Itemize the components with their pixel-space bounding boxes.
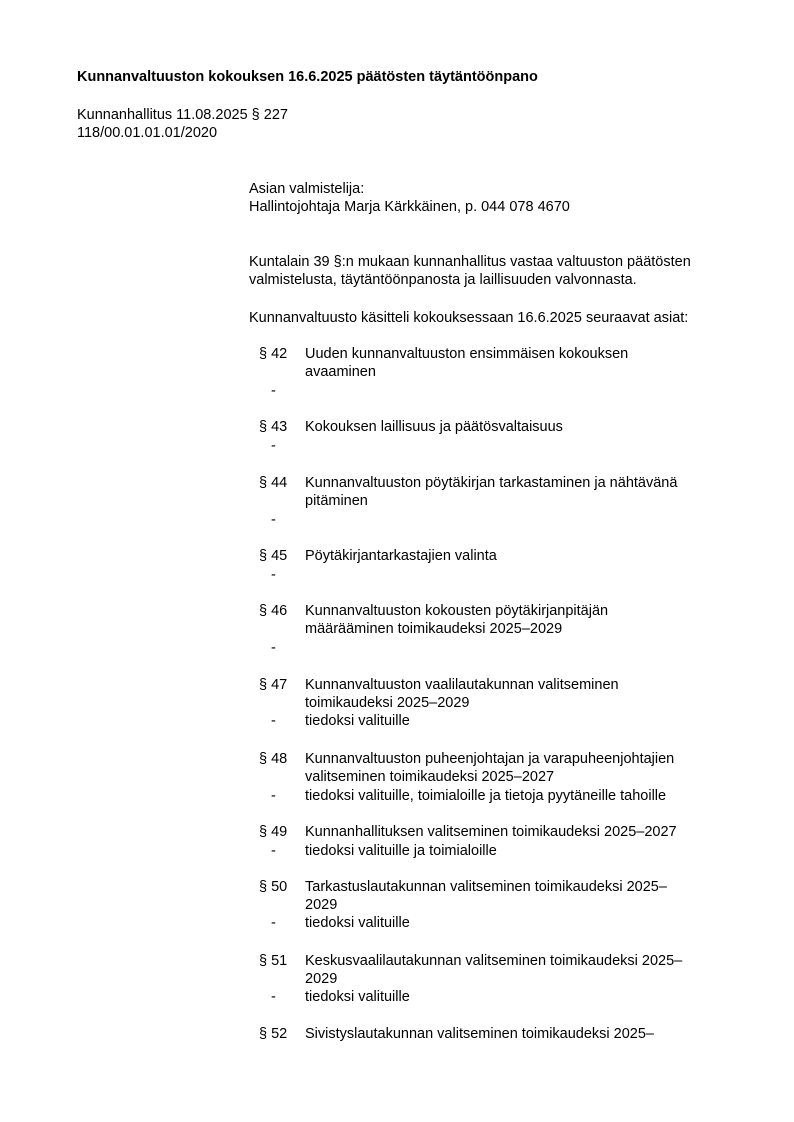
section-title bbox=[305, 750, 745, 786]
note-dash: - bbox=[271, 383, 276, 399]
section-title-line-2: toimikaudeksi 2025–2029 bbox=[305, 695, 470, 711]
section-title bbox=[305, 418, 745, 436]
section-number: § 51 bbox=[259, 953, 288, 969]
section-number: § 46 bbox=[259, 603, 288, 619]
intro-paragraph-line-1: Kuntalain 39 §:n mukaan kunnanhallitus vastaa valtuuston päätösten bbox=[249, 254, 691, 270]
section-number: § 47 bbox=[259, 677, 288, 693]
intro-paragraph-line-2: valmistelusta, täytäntöönpanosta ja laillisuuden valvonnasta. bbox=[249, 272, 637, 288]
section-title bbox=[305, 1025, 745, 1043]
note-text: tiedoksi valituille bbox=[305, 989, 410, 1005]
section-title-line-1: Uuden kunnanvaltuuston ensimmäisen kokouksen bbox=[305, 346, 629, 362]
note-dash: - bbox=[271, 567, 276, 583]
section-title-line-1: Tarkastuslautakunnan valitseminen toimikaudeksi 2025– bbox=[305, 879, 667, 895]
section-title bbox=[305, 602, 745, 638]
note-text: tiedoksi valituille bbox=[305, 915, 410, 931]
section-title bbox=[305, 474, 745, 510]
section-title bbox=[305, 952, 745, 988]
section-title-line-2: määrääminen toimikaudeksi 2025–2029 bbox=[305, 621, 563, 637]
section-title bbox=[305, 823, 745, 841]
section-number: § 42 bbox=[259, 346, 288, 362]
section-title-line-2: 2029 bbox=[305, 971, 338, 987]
section-number: § 45 bbox=[259, 548, 288, 564]
record-number: 118/00.01.01.01/2020 bbox=[77, 125, 218, 141]
section-title-line-1: Kunnanvaltuuston puheenjohtajan ja varapuheenjohtajien bbox=[305, 751, 675, 767]
note-dash: - bbox=[271, 640, 276, 656]
section-title-line-1: Pöytäkirjantarkastajien valinta bbox=[305, 548, 497, 564]
section-title bbox=[305, 676, 745, 712]
note-dash: - bbox=[271, 512, 276, 528]
section-title-line-2: pitäminen bbox=[305, 493, 368, 509]
note-dash: - bbox=[271, 915, 276, 931]
section-title-line-1: Kunnanvaltuuston vaalilautakunnan valitseminen bbox=[305, 677, 619, 693]
note-dash: - bbox=[271, 788, 276, 804]
section-number: § 52 bbox=[259, 1026, 288, 1042]
preparer-label: Asian valmistelija: bbox=[249, 181, 365, 197]
note-dash: - bbox=[271, 989, 276, 1005]
document-title: Kunnanvaltuuston kokouksen 16.6.2025 päätösten täytäntöönpano bbox=[77, 69, 538, 85]
note-text: tiedoksi valituille bbox=[305, 713, 410, 729]
section-title-line-2: valitseminen toimikaudeksi 2025–2027 bbox=[305, 769, 555, 785]
note-text: tiedoksi valituille ja toimialoille bbox=[305, 843, 497, 859]
section-title-line-1: Sivistyslautakunnan valitseminen toimikaudeksi 2025– bbox=[305, 1026, 654, 1042]
section-title-line-1: Kunnanvaltuuston pöytäkirjan tarkastaminen ja nähtävänä bbox=[305, 475, 678, 491]
section-title bbox=[305, 547, 745, 565]
section-number: § 44 bbox=[259, 475, 288, 491]
section-title bbox=[305, 345, 745, 381]
body-and-date: Kunnanhallitus 11.08.2025 § 227 bbox=[77, 107, 288, 123]
note-dash: - bbox=[271, 438, 276, 454]
section-title-line-2: avaaminen bbox=[305, 364, 376, 380]
note-dash: - bbox=[271, 843, 276, 859]
note-dash: - bbox=[271, 713, 276, 729]
section-title bbox=[305, 878, 745, 914]
preparer-name: Hallintojohtaja Marja Kärkkäinen, p. 044 078 4670 bbox=[249, 199, 570, 215]
section-number: § 48 bbox=[259, 751, 288, 767]
section-title-line-1: Keskusvaalilautakunnan valitseminen toimikaudeksi 2025– bbox=[305, 953, 683, 969]
section-title-line-2: 2029 bbox=[305, 897, 338, 913]
section-title-line-1: Kunnanvaltuuston kokousten pöytäkirjanpitäjän bbox=[305, 603, 609, 619]
note-text: tiedoksi valituille, toimialoille ja tietoja pyytäneille tahoille bbox=[305, 788, 667, 804]
intro-paragraph-line-3: Kunnanvaltuusto käsitteli kokouksessaan 16.6.2025 seuraavat asiat: bbox=[249, 310, 689, 326]
section-number: § 50 bbox=[259, 879, 288, 895]
section-number: § 49 bbox=[259, 824, 288, 840]
section-title-line-1: Kokouksen laillisuus ja päätösvaltaisuus bbox=[305, 419, 563, 435]
section-title-line-1: Kunnanhallituksen valitseminen toimikaudeksi 2025–2027 bbox=[305, 824, 677, 840]
section-number: § 43 bbox=[259, 419, 288, 435]
